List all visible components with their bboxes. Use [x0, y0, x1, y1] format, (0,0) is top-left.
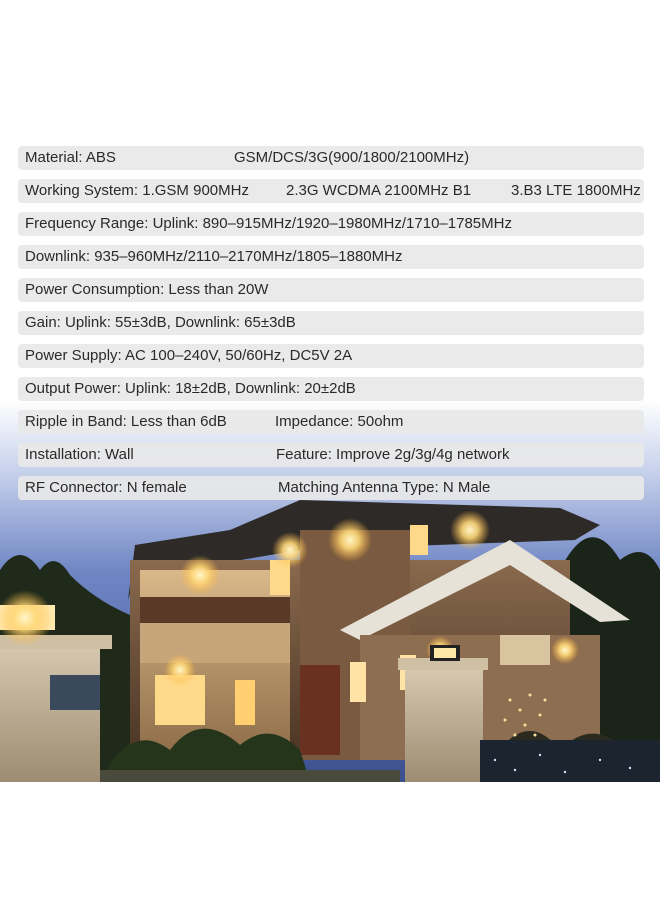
spec-row-frequency-range — [18, 212, 644, 236]
spec-row-power-consumption — [18, 278, 644, 302]
spec-row-material — [18, 146, 644, 170]
spec-text: 2.3G WCDMA 2100MHz B1 — [286, 182, 472, 199]
spec-text: GSM/DCS/3G(900/1800/2100MHz) — [234, 149, 470, 166]
spec-row-rf-connector — [18, 476, 644, 500]
spec-text: Downlink: 935–960MHz/2110–2170MHz/1805–1880MHz — [25, 248, 403, 265]
spec-row-ripple-impedance — [18, 410, 644, 434]
spec-row-gain — [18, 311, 644, 335]
spec-row-output-power — [18, 377, 644, 401]
spec-text: Feature: Improve 2g/3g/4g network — [276, 446, 510, 463]
spec-text: Frequency Range: Uplink: 890–915MHz/1920–1980MHz/1710–1785MHz — [25, 215, 512, 232]
spec-row-working-system — [18, 179, 644, 203]
spec-text: Gain: Uplink: 55±3dB, Downlink: 65±3dB — [25, 314, 296, 331]
spec-text: Matching Antenna Type: N Male — [278, 479, 491, 496]
spec-text: Installation: Wall — [25, 446, 134, 463]
spec-text: Working System: 1.GSM 900MHz — [25, 182, 249, 199]
spec-text: Power Supply: AC 100–240V, 50/60Hz, DC5V 2A — [25, 347, 353, 364]
spec-text: Power Consumption: Less than 20W — [25, 281, 269, 298]
spec-text: Material: ABS — [25, 149, 116, 166]
spec-text: Output Power: Uplink: 18±2dB, Downlink: 20±2dB — [25, 380, 356, 397]
spec-text: Impedance: 50ohm — [275, 413, 404, 430]
spec-row-power-supply — [18, 344, 644, 368]
spec-text: 3.B3 LTE 1800MHz — [511, 182, 641, 199]
spec-text: Ripple in Band: Less than 6dB — [25, 413, 227, 430]
spec-row-installation-feature — [18, 443, 644, 467]
spec-text: RF Connector: N female — [25, 479, 187, 496]
spec-row-downlink — [18, 245, 644, 269]
